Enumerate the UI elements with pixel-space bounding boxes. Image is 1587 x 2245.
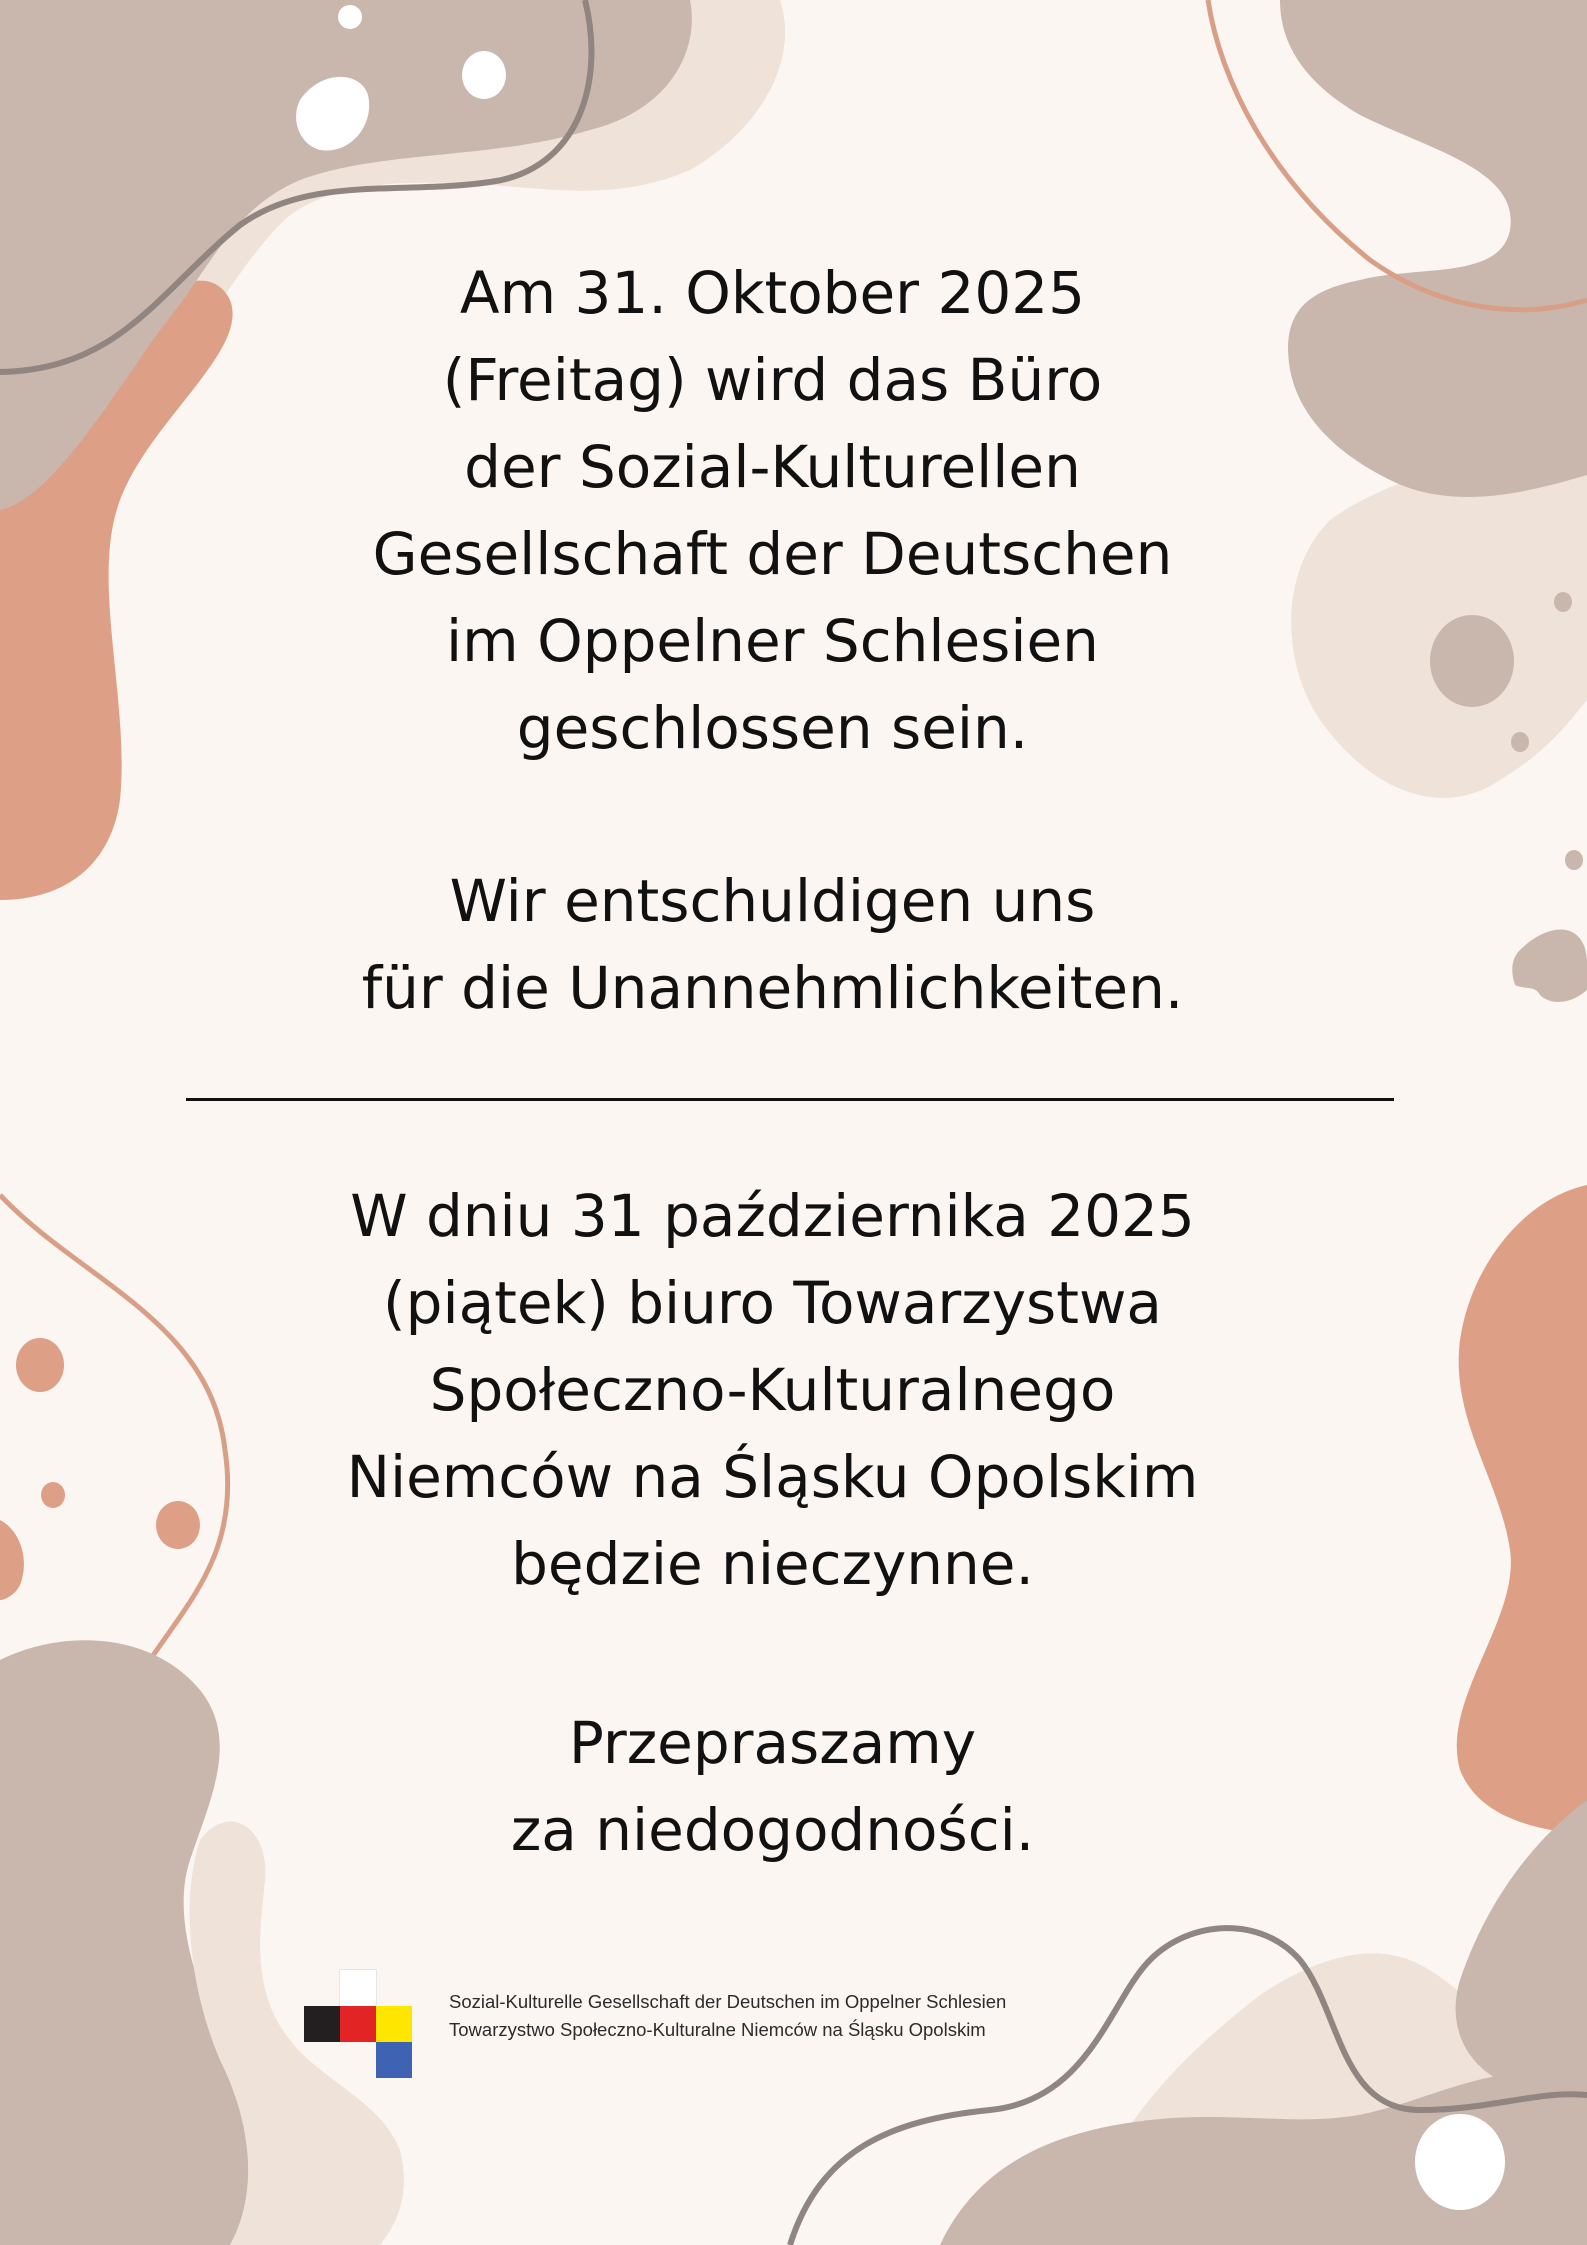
notice-de-line: geschlossen sein. bbox=[516, 694, 1029, 762]
logo-square-blue bbox=[376, 2042, 412, 2078]
logo-square-black bbox=[304, 2006, 340, 2042]
organization-names bbox=[449, 1988, 1006, 2044]
notice-pl-line: Społeczno-Kulturalnego bbox=[429, 1356, 1116, 1424]
dot-top-right-2 bbox=[1554, 592, 1572, 612]
notice-de bbox=[0, 250, 1545, 772]
apology-pl bbox=[0, 1700, 1545, 1874]
logo-square-white bbox=[340, 1970, 376, 2006]
notice-de-line: (Freitag) wird das Büro bbox=[442, 346, 1103, 414]
notice-pl bbox=[0, 1173, 1545, 1608]
dot-top-left-1 bbox=[462, 51, 506, 99]
section-divider bbox=[186, 1098, 1394, 1101]
organization-logo bbox=[304, 1970, 412, 2078]
organization-footer bbox=[304, 1970, 1064, 2078]
notice-pl-line: (piątek) biuro Towarzystwa bbox=[383, 1269, 1162, 1337]
notice-de-line: im Oppelner Schlesien bbox=[446, 607, 1099, 675]
apology-pl-line: Przepraszamy bbox=[568, 1709, 977, 1777]
notice-pl-line: będzie nieczynne. bbox=[511, 1530, 1034, 1598]
apology-de-line: für die Unannehmlichkeiten. bbox=[361, 954, 1184, 1022]
dot-top-left-2 bbox=[338, 5, 362, 29]
notice-pl-line: W dniu 31 października 2025 bbox=[350, 1182, 1195, 1250]
organization-name-de: Sozial-Kulturelle Gesellschaft der Deutschen im Oppelner Schlesien bbox=[449, 1991, 1007, 2012]
organization-name-pl: Towarzystwo Społeczno-Kulturalne Niemców na Śląsku Opolskim bbox=[449, 2019, 986, 2040]
notice-de-line: Am 31. Oktober 2025 bbox=[459, 259, 1086, 327]
notice-pl-line: Niemców na Śląsku Opolskim bbox=[346, 1443, 1199, 1511]
logo-square-red bbox=[340, 2006, 376, 2042]
dot-top-right-4 bbox=[1565, 850, 1583, 870]
apology-pl-line: za niedogodności. bbox=[510, 1796, 1035, 1864]
notice-de-line: Gesellschaft der Deutschen bbox=[372, 520, 1173, 588]
logo-square-yellow bbox=[376, 2006, 412, 2042]
dot-bottom-right bbox=[1415, 2114, 1505, 2210]
apology-de-line: Wir entschuldigen uns bbox=[449, 867, 1096, 935]
apology-de bbox=[0, 858, 1545, 1032]
notice-de-line: der Sozial-Kulturellen bbox=[464, 433, 1081, 501]
